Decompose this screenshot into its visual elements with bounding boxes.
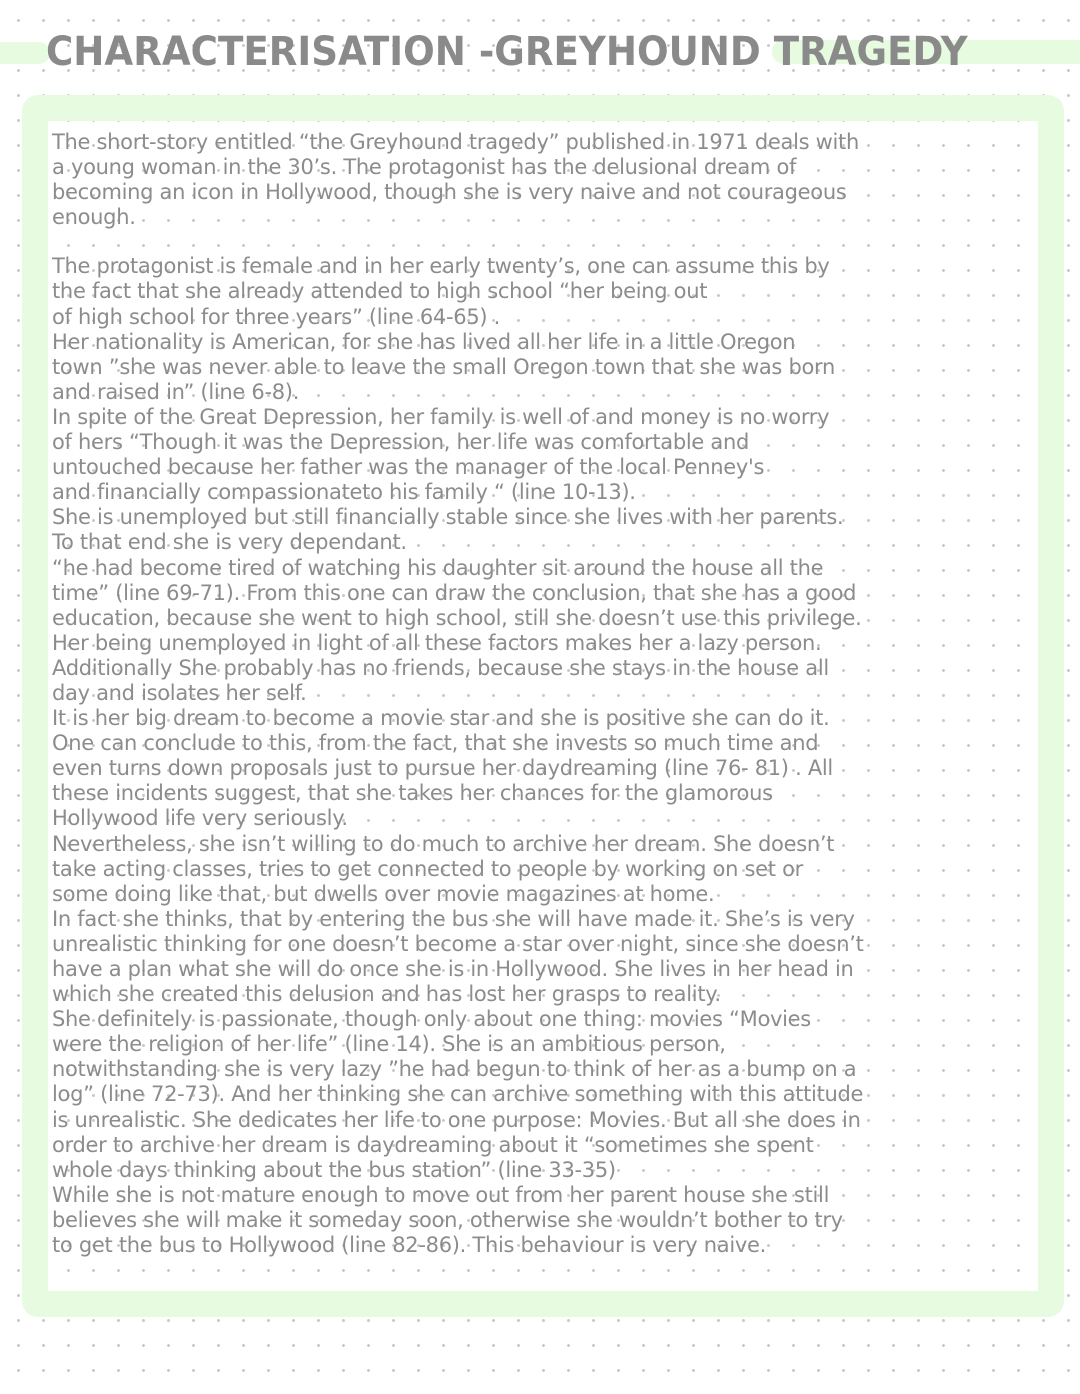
body-text	[52, 130, 1012, 1258]
text-line: Her nationality is American, for she has lived all her life in a little Oregon	[52, 329, 796, 354]
text-line: education, because she went to high school, still she doesn’t use this privilege.	[52, 605, 862, 630]
title-highlight-left	[0, 42, 50, 64]
text-line: One can conclude to this, from the fact, that she invests so much time and	[52, 731, 819, 756]
text-line: Hollywood life very seriously.	[52, 806, 348, 831]
text-line: and financially compassionateto his family “ (line 10-13).	[52, 480, 636, 505]
text-line: The short-story entitled “the Greyhound tragedy” published in 1971 deals with	[52, 130, 859, 154]
page-title: CHARACTERISATION -GREYHOUND TRAGEDY	[46, 29, 968, 75]
text-line: of high school for three years” (line 64-65) .	[52, 304, 501, 329]
text-line: of hers “Though it was the Depression, her life was comfortable and	[52, 430, 750, 455]
text-line: the fact that she already attended to high school “her being out	[52, 279, 708, 304]
text-line: In spite of the Great Depression, her family is well of and money is no worry	[52, 404, 830, 429]
text-line: is unrealistic. She dedicates her life to one purpose: Movies. But all she does in	[52, 1107, 861, 1132]
text-line: take acting classes, tries to get connected to people by working on set or	[52, 856, 803, 881]
text-line: whole days thinking about the bus station” (line 33-35)	[52, 1157, 616, 1182]
text-line: “he had become tired of watching his daughter sit around the house all the	[52, 555, 824, 580]
text-line: Additionally She probably has no friends, because she stays in the house all	[52, 655, 829, 680]
text-line: log” (line 72-73). And her thinking she can archive something with this attitude	[52, 1082, 864, 1107]
text-line: In fact she thinks, that by entering the bus she will have made it. She’s is very	[52, 906, 855, 931]
text-line: town ”she was never able to leave the small Oregon town that she was born	[52, 354, 836, 379]
text-line: It is her big dream to become a movie star and she is positive she can do it.	[52, 706, 830, 731]
paragraph-gap	[52, 230, 1012, 254]
text-line: She is unemployed but still financially stable since she lives with her parents.	[52, 505, 844, 530]
text-line: some doing like that, but dwells over movie magazines at home.	[52, 881, 715, 906]
text-line: enough.	[52, 205, 136, 230]
text-line: were the religion of her life” (line 14). She is an ambitious person,	[52, 1032, 726, 1057]
text-line: The protagonist is female and in her early twenty’s, one can assume this by	[52, 254, 830, 279]
text-line: day and isolates her self.	[52, 680, 307, 705]
text-line: notwithstanding she is very lazy ”he had begun to think of her as a bump on a	[52, 1057, 857, 1082]
text-line: and raised in” (line 6-8).	[52, 379, 300, 404]
text-line: While she is not mature enough to move out from her parent house she still	[52, 1182, 830, 1207]
text-line: order to archive her dream is daydreaming about it “sometimes she spent	[52, 1132, 814, 1157]
text-line: untouched because her father was the manager of the local Penney's	[52, 455, 765, 480]
text-line: have a plan what she will do once she is in Hollywood. She lives in her head in	[52, 957, 854, 981]
text-line: time” (line 69-71). From this one can draw the conclusion, that she has a good	[52, 580, 857, 605]
text-line: She definitely is passionate, though only about one thing: movies “Movies	[52, 1007, 811, 1032]
text-line: Nevertheless, she isn’t willing to do much to archive her dream. She doesn’t	[52, 831, 835, 856]
text-line: even turns down proposals just to pursue her daydreaming (line 76- 81) . All	[52, 756, 833, 781]
text-line: which she created this delusion and has lost her grasps to reality.	[52, 982, 721, 1007]
text-line: Her being unemployed in light of all these factors makes her a lazy person.	[52, 630, 822, 655]
text-line: unrealistic thinking for one doesn’t become a star over night, since she doesn’t	[52, 931, 864, 956]
text-line: to get the bus to Hollywood (line 82-86). This behaviour is very naive.	[52, 1233, 767, 1258]
text-line: a young woman in the 30’s. The protagonist has the delusional dream of	[52, 155, 797, 180]
text-line: becoming an icon in Hollywood, though she is very naive and not courageous	[52, 180, 847, 205]
text-line: believes she will make it someday soon, otherwise she wouldn’t bother to try	[52, 1207, 843, 1232]
text-line: these incidents suggest, that she takes her chances for the glamorous	[52, 781, 773, 806]
text-line: To that end she is very dependant.	[52, 530, 407, 555]
